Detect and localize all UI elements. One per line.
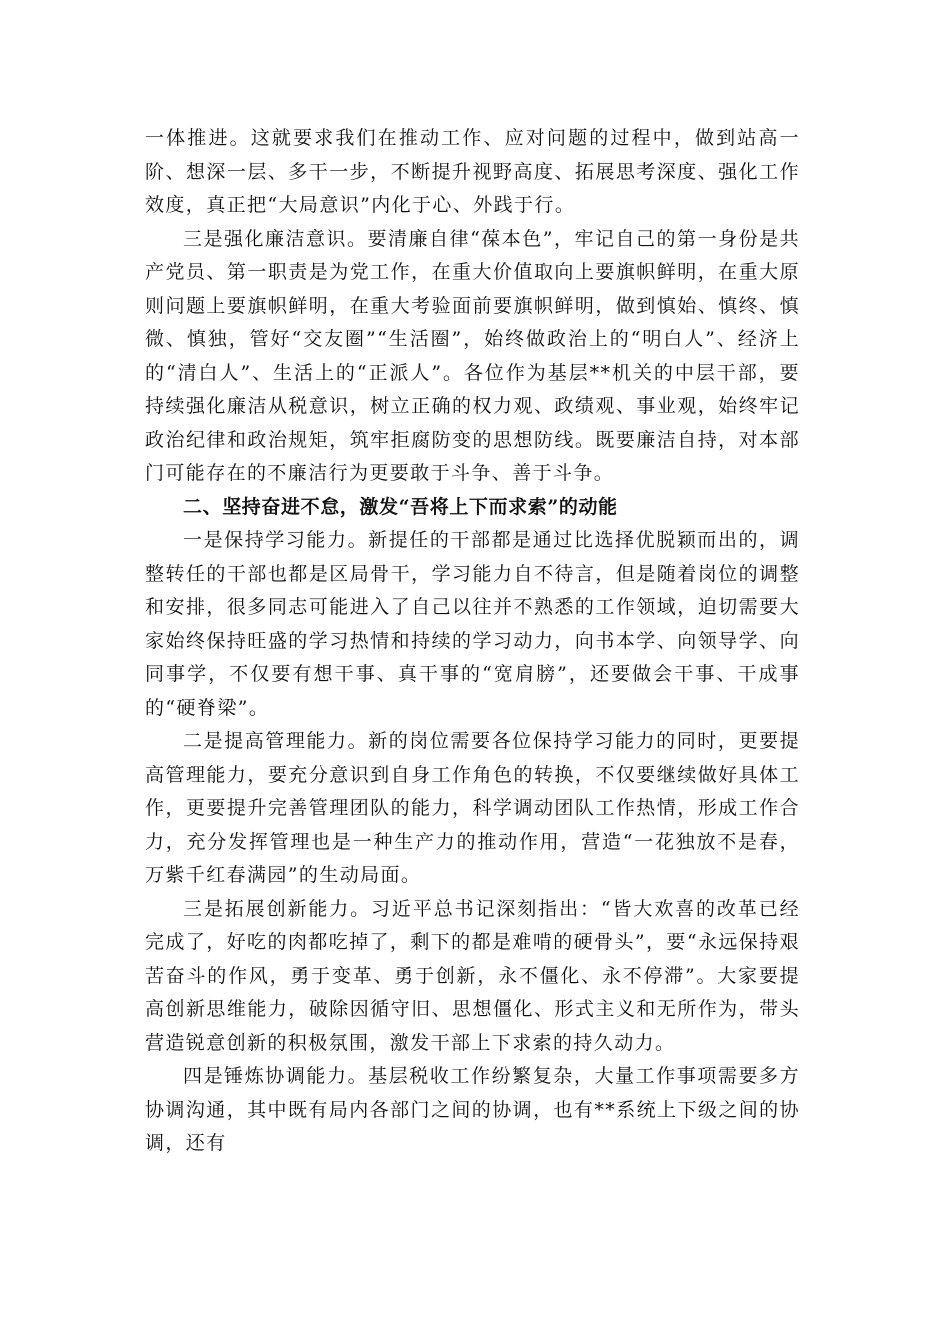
paragraph-learning-ability: 一是保持学习能力。新提任的干部都是通过比选择优脱颖而出的，调整转任的干部也都是区局骨干，学习能力自不待言，但是随着岗位的调整和安排，很多同志可能进入了自己以往并不熟悉的工作领域，迫切需要大家始终保持旺盛的学习热情和持续的学习动力，向书本学、向领导学、向同事学，不仅要有想干事、真干事的“宽肩膀”，还要做会干事、干成事的“硬脊梁”。 <box>145 529 800 719</box>
paragraph-integrity-awareness: 三是强化廉洁意识。要清廉自律“葆本色”，牢记自己的第一身份是共产党员、第一职责是为党工作，在重大价值取向上要旗帜鲜明，在重大原则问题上要旗帜鲜明，在重大考验面前要旗帜鲜明，做到慎始、慎终、慎微、慎独，管好“交友圈”“生活圈”，始终做政治上的“明白人”、经济上的“清白人”、生活上的“正派人”。各位作为基层**机关的中层干部，要持续强化廉洁从税意识，树立正确的权力观、政绩观、事业观，始终牢记政治纪律和政治规矩，筑牢拒腐防变的思想防线。既要廉洁自持，对本部门可能存在的不廉洁行为更要敢于斗争、善于斗争。 <box>145 227 800 484</box>
section-heading-2: 二、坚持奋进不怠，激发“吾将上下而求索”的动能 <box>183 495 618 518</box>
paragraph-coordination-ability: 四是锤炼协调能力。基层税收工作纷繁复杂，大量工作事项需要多方协调沟通，其中既有局内各部门之间的协调，也有**系统上下级之间的协调，还有 <box>145 1065 800 1154</box>
paragraph-innovation-ability: 三是拓展创新能力。习近平总书记深刻指出：“皆大欢喜的改革已经完成了，好吃的肉都吃掉了，剩下的都是难啃的硬骨头”，要“永远保持艰苦奋斗的作风，勇于变革、勇于创新，永不僵化、永不停滞”。大家要提高创新思维能力，破除因循守旧、思想僵化、形式主义和无所作为，带头营造锐意创新的积极氛围，激发干部上下求索的持久动力。 <box>145 897 800 1054</box>
paragraph-management-ability: 二是提高管理能力。新的岗位需要各位保持学习能力的同时，更要提高管理能力，要充分意识到自身工作角色的转换，不仅要继续做好具体工作，更要提升完善管理团队的能力，科学调动团队工作热情，形成工作合力，充分发挥管理也是一种生产力的推动作用，营造“一花独放不是春，万紫千红春满园”的生动局面。 <box>145 730 800 886</box>
document-body <box>145 122 800 1161</box>
paragraph-continuation: 一体推进。这就要求我们在推动工作、应对问题的过程中，做到站高一阶、想深一层、多干一步，不断提升视野高度、拓展思考深度、强化工作效度，真正把“大局意识”内化于心、外践于行。 <box>145 127 800 216</box>
